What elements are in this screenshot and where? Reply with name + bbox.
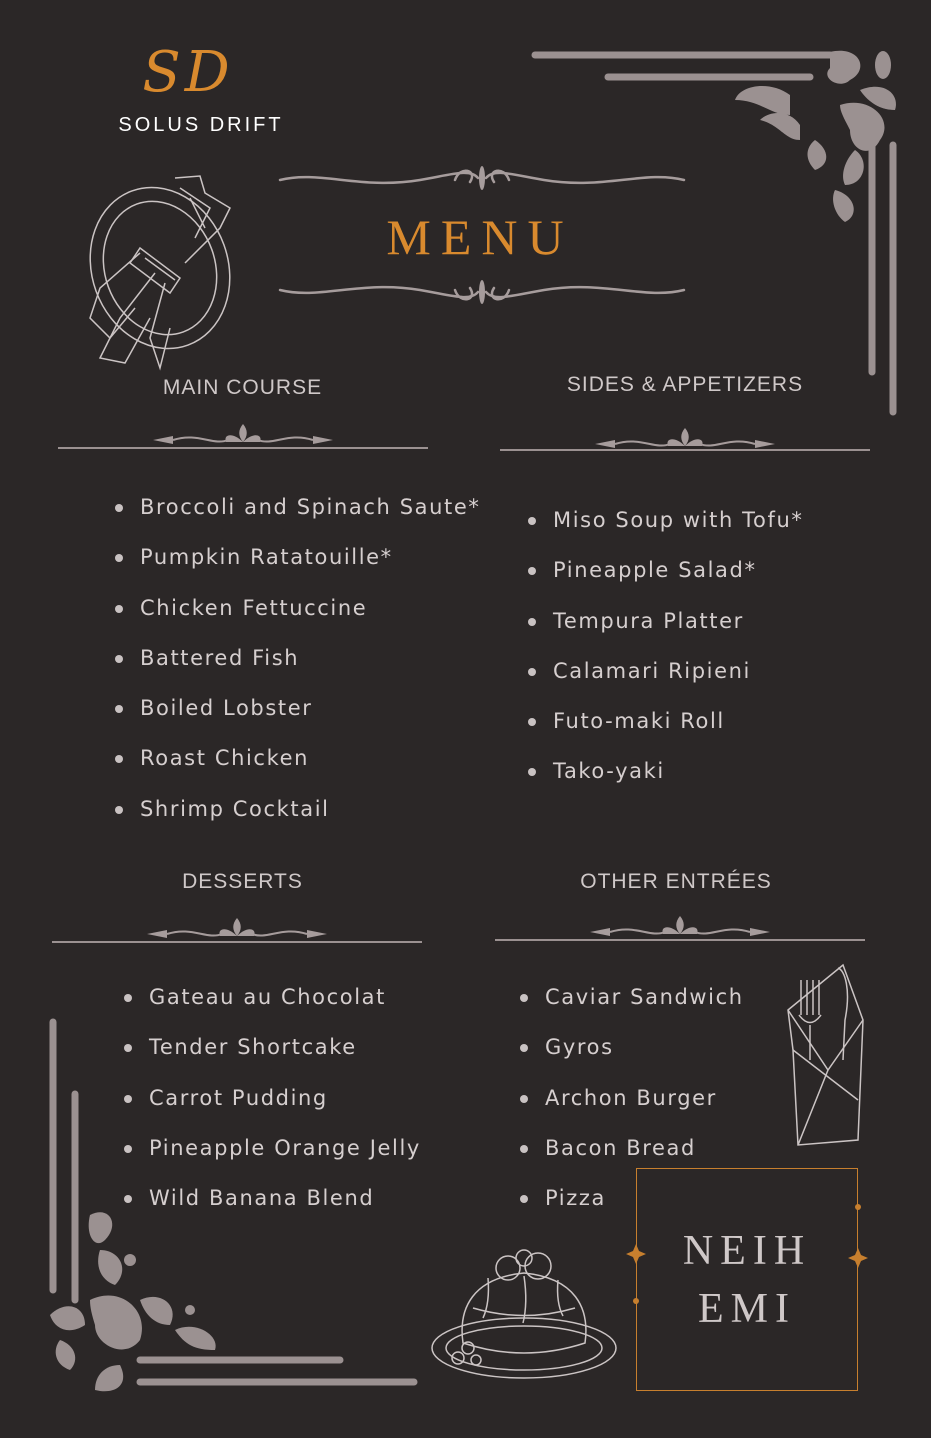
- list-item: Bacon Bread: [520, 1134, 744, 1184]
- list-item: Carrot Pudding: [124, 1084, 421, 1134]
- menu-title: MENU: [386, 209, 574, 265]
- list-item: Pumpkin Ratatouille*: [115, 543, 480, 593]
- list-item: Pineapple Salad*: [528, 556, 803, 606]
- list-item: Tako-yaki: [528, 757, 803, 807]
- section-title-sides: SIDES & APPETIZERS: [566, 373, 804, 396]
- list-item: Calamari Ripieni: [528, 657, 803, 707]
- signature-line-1: NEIH: [682, 1228, 812, 1274]
- brand-name: SOLUS DRIFT: [118, 114, 284, 136]
- list-item: Shrimp Cocktail: [115, 795, 480, 845]
- list-item: Pineapple Orange Jelly: [124, 1134, 421, 1184]
- list-item: Archon Burger: [520, 1084, 744, 1134]
- signature-text: [636, 1222, 858, 1338]
- list-item: Boiled Lobster: [115, 694, 480, 744]
- section-title-other-entrees: OTHER ENTRÉES: [580, 870, 772, 893]
- signature-line-2: EMI: [698, 1286, 796, 1332]
- list-item: Tender Shortcake: [124, 1033, 421, 1083]
- list-item: Caviar Sandwich: [520, 983, 744, 1033]
- list-item: Futo-maki Roll: [528, 707, 803, 757]
- list-item: Chicken Fettuccine: [115, 594, 480, 644]
- list-item: Gateau au Chocolat: [124, 983, 421, 1033]
- list-item: Miso Soup with Tofu*: [528, 506, 803, 556]
- list-item: Wild Banana Blend: [124, 1184, 421, 1234]
- list-item: Broccoli and Spinach Saute*: [115, 493, 480, 543]
- list-item: Gyros: [520, 1033, 744, 1083]
- list-item: Roast Chicken: [115, 744, 480, 794]
- list-item: Battered Fish: [115, 644, 480, 694]
- logo-monogram: SD: [142, 40, 234, 105]
- section-title-main-course: MAIN COURSE: [162, 376, 323, 399]
- list-item: Pizza: [520, 1184, 744, 1234]
- list-item: Tempura Platter: [528, 607, 803, 657]
- section-title-desserts: DESSERTS: [182, 870, 303, 893]
